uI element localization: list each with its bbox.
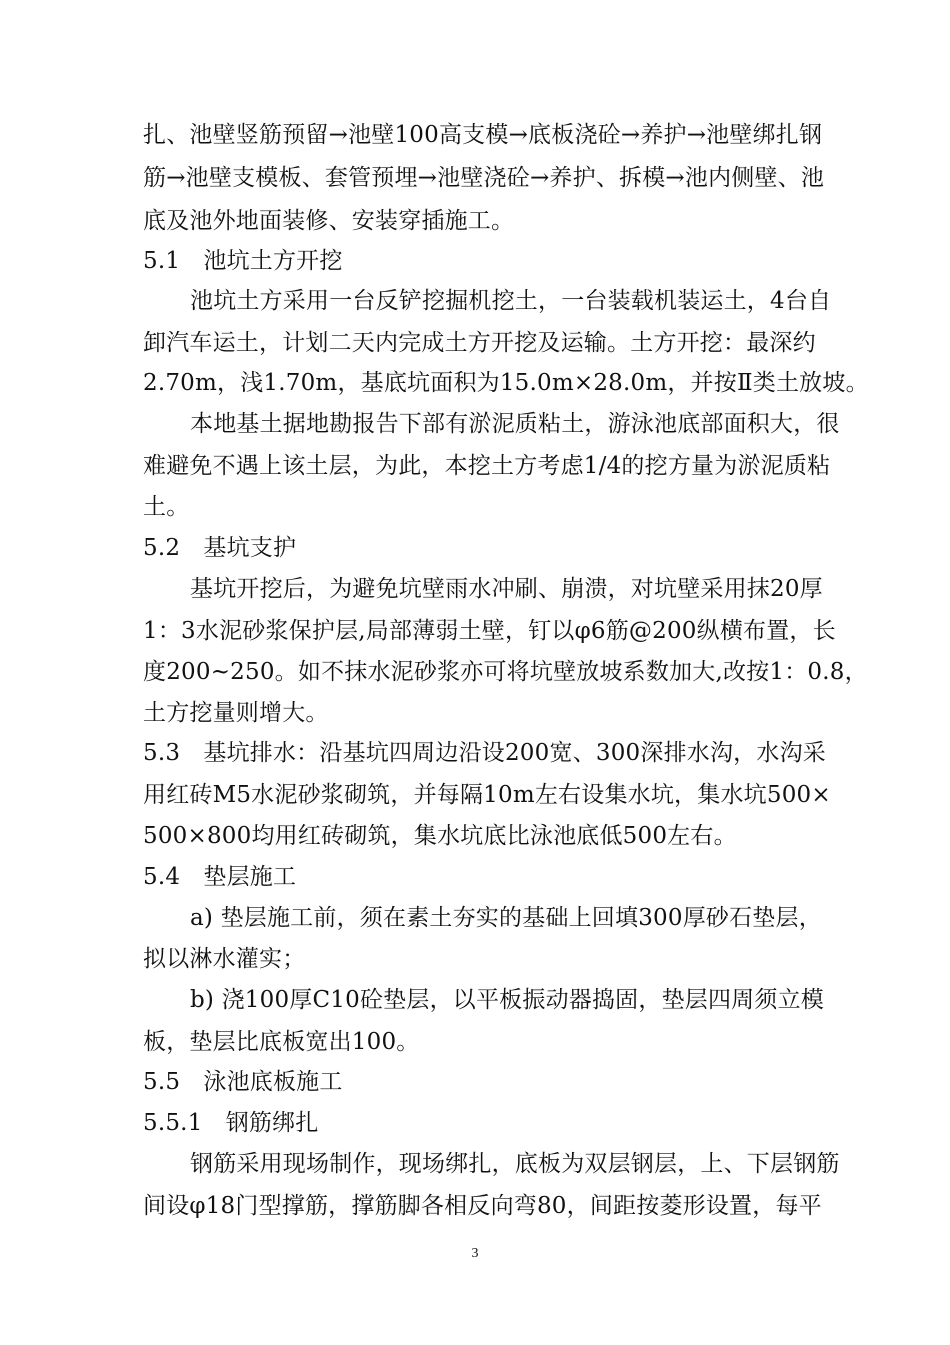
text-line: 度200~250。如不抹水泥砂浆亦可将坑壁放坡系数加大,改按1：0.8， [143,659,868,685]
text-line: 池坑土方采用一台反铲挖掘机挖土，一台装载机装运土，4台自 [190,288,832,314]
text-line: 500×800均用红砖砌筑，集水坑底比泳池底低500左右。 [143,823,737,849]
text-line: 钢筋采用现场制作，现场绑扎，底板为双层钢层，上、下层钢筋 [190,1151,840,1177]
text-line: 扎、池壁竖筋预留→池壁100高支模→底板浇砼→养护→池壁绑扎钢 [143,122,823,148]
text-line: 1：3水泥砂浆保护层,局部薄弱土壁，钉以φ6筋@200纵横布置，长 [143,618,836,644]
subsection-heading: 5.5.1 钢筋绑扎 [143,1110,319,1136]
text-line: 拟以淋水灌实； [143,946,306,972]
text-line: 土。 [143,494,190,520]
list-item: a) 垫层施工前，须在素土夯实的基础上回填300厚砂石垫层， [190,905,822,931]
section-heading: 5.2 基坑支护 [143,535,297,561]
section-heading: 5.1 池坑土方开挖 [143,248,343,274]
page-number: 3 [471,1246,479,1261]
text-line: 基坑开挖后，为避免坑壁雨水冲刷、崩溃，对坑壁采用抹20厚 [190,576,823,602]
section-heading: 5.4 垫层施工 [143,864,297,890]
section-heading: 5.5 泳池底板施工 [143,1069,343,1095]
text-line: 土方挖量则增大。 [143,700,329,726]
section-heading: 5.3 基坑排水：沿基坑四周边沿设200宽、300深排水沟，水沟采 [143,740,826,766]
text-line: 本地基土据地勘报告下部有淤泥质粘土，游泳池底部面积大，很 [190,411,840,437]
text-line: 底及池外地面装修、安装穿插施工。 [143,208,515,234]
text-line: 2.70m，浅1.70m，基底坑面积为15.0m×28.0m，并按Ⅱ类土放坡。 [143,370,869,396]
text-line: 筋→池壁支模板、套管预埋→池壁浇砼→养护、拆模→池内侧壁、池 [143,165,825,191]
text-line: 卸汽车运土，计划二天内完成土方开挖及运输。土方开挖：最深约 [143,330,816,356]
text-line: 间设φ18门型撑筋，撑筋脚各相反向弯80，间距按菱形设置，每平 [143,1193,822,1219]
text-line: 难避免不遇上该土层，为此，本挖土方考虑1/4的挖方量为淤泥质粘 [143,453,831,479]
list-item: b) 浇100厚C10砼垫层，以平板振动器捣固，垫层四周须立模 [190,987,824,1013]
text-line: 用红砖M5水泥砂浆砌筑，并每隔10m左右设集水坑，集水坑500× [143,782,831,808]
text-line: 板，垫层比底板宽出100。 [143,1029,420,1055]
